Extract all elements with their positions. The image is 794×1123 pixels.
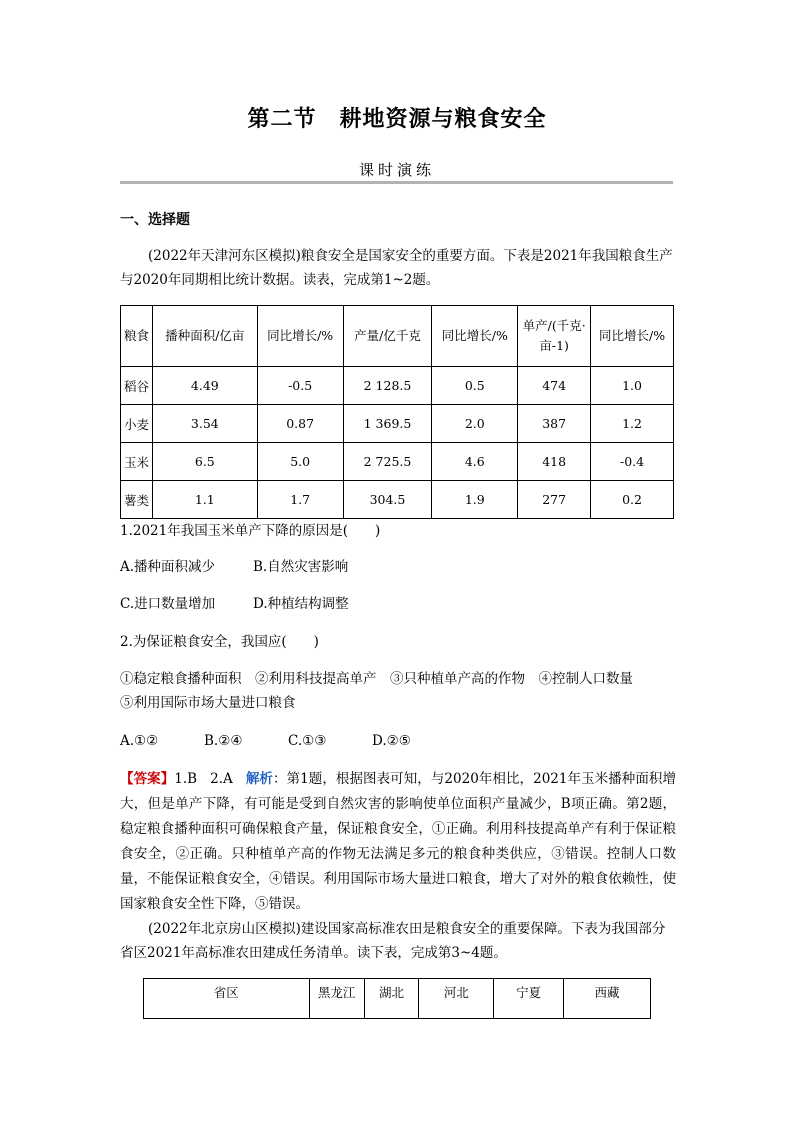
answer-tag: 【答案】 <box>120 771 175 787</box>
question-2-option-d[interactable]: D.②⑤ <box>372 733 411 749</box>
intro-paragraph-2: (2022年北京房山区模拟)建设国家高标准农田是粮食安全的重要保障。下表为我国部分省区2021年高标准农田建成任务清单。读下表，完成第3~4题。 <box>120 921 666 961</box>
table-header-row <box>121 306 674 367</box>
table-cell: 1.7 <box>257 481 343 519</box>
explanation-label: 解析 <box>245 771 273 787</box>
question-1-options-row-2 <box>120 593 349 615</box>
table-header-cell: 湖北 <box>364 979 419 1019</box>
table-cell: 0.5 <box>432 367 518 405</box>
table-cell: 1.2 <box>591 405 674 443</box>
table-header-cell: 宁夏 <box>494 979 564 1019</box>
table-row <box>121 481 674 519</box>
table-cell: 2 128.5 <box>343 367 432 405</box>
table-cell: -0.5 <box>257 367 343 405</box>
table-cell: 304.5 <box>343 481 432 519</box>
title-divider <box>120 181 673 184</box>
table-row <box>121 405 674 443</box>
question-2-items-line-1: ①稳定粮食播种面积 ②利用科技提高单产 ③只种植单产高的作物 ④控制人口数量 <box>120 671 633 687</box>
question-2-option-a[interactable]: A.①② <box>120 733 159 749</box>
table-cell: 6.5 <box>152 443 257 481</box>
table-cell: 4.6 <box>432 443 518 481</box>
table-cell: 1 369.5 <box>343 405 432 443</box>
table-header-cell: 省区 <box>144 979 310 1019</box>
table-cell: 0.2 <box>591 481 674 519</box>
table-header-cell: 河北 <box>419 979 494 1019</box>
question-1-option-d[interactable]: D.种植结构调整 <box>253 596 349 612</box>
table-row <box>121 443 674 481</box>
table-header-cell: 黑龙江 <box>309 979 364 1019</box>
page-subtitle: 课时演练 <box>358 161 435 179</box>
question-1-options-row-1 <box>120 556 348 578</box>
table-header-cell: 同比增长/% <box>591 306 674 367</box>
table-header-cell: 同比增长/% <box>432 306 518 367</box>
table-cell: 418 <box>518 443 591 481</box>
table-header-cell: 粮食 <box>121 306 153 367</box>
table-cell: 277 <box>518 481 591 519</box>
question-1-option-b[interactable]: B.自然灾害影响 <box>253 559 349 575</box>
question-2-option-c[interactable]: C.①③ <box>288 733 327 749</box>
question-2-stem: 2.为保证粮食安全，我国应( ) <box>120 634 319 650</box>
question-1-option-c[interactable]: C.进口数量增加 <box>120 596 216 612</box>
table-cell: 稻谷 <box>121 367 153 405</box>
page-title: 第二节 耕地资源与粮食安全 <box>247 106 547 132</box>
question-1-stem: 1.2021年我国玉米单产下降的原因是( ) <box>120 523 381 539</box>
table-header-cell: 同比增长/% <box>257 306 343 367</box>
table-cell: 5.0 <box>257 443 343 481</box>
table-cell: 薯类 <box>121 481 153 519</box>
answer-explanation <box>120 767 676 917</box>
table-cell: 0.87 <box>257 405 343 443</box>
table-header-row <box>144 979 651 1019</box>
table-header-cell: 产量/亿千克 <box>343 306 432 367</box>
table-cell: 1.1 <box>152 481 257 519</box>
question-1-option-a[interactable]: A.播种面积减少 <box>120 559 216 575</box>
table-cell: 387 <box>518 405 591 443</box>
table-cell: 4.49 <box>152 367 257 405</box>
question-2-items-line-2: ⑤利用国际市场大量进口粮食 <box>120 695 296 711</box>
table-row <box>121 367 674 405</box>
table-header-cell: 播种面积/亿亩 <box>152 306 257 367</box>
farmland-task-table <box>143 978 651 1019</box>
table-cell: 1.9 <box>432 481 518 519</box>
intro-paragraph-1: (2022年天津河东区模拟)粮食安全是国家安全的重要方面。下表是2021年我国粮食生产与2020年同期相比统计数据。读表，完成第1~2题。 <box>120 248 673 288</box>
answer-keys: 1.B 2.A <box>174 771 246 787</box>
question-2-option-b[interactable]: B.②④ <box>204 733 243 749</box>
section-heading: 一、选择题 <box>120 212 190 228</box>
table-header-cell: 西藏 <box>564 979 651 1019</box>
question-2-options-row <box>120 730 411 752</box>
table-cell: 1.0 <box>591 367 674 405</box>
table-cell: 2.0 <box>432 405 518 443</box>
table-cell: 474 <box>518 367 591 405</box>
table-header-cell: 单产/(千克·亩-1) <box>518 306 591 367</box>
explanation-text: ：第1题，根据图表可知，与2020年相比，2021年玉米播种面积增大，但是单产下降，有可能是受到自然灾害的影响使单位面积产量减少，B项正确。第2题，稳定粮食播种面积可确保粮食产量，保证粮食安全，①正确。利用科技提高单产有利于保证粮食安全，②正确。只种植单产高的作物无法满足多元的粮食种类供应，③错误。控制人口数量，不能保证粮食安全，④错误。利用国际市场大量进口粮食，增大了对外的粮食依赖性，使国家粮食安全性下降，⑤错误。 <box>120 771 676 912</box>
table-cell: 2 725.5 <box>343 443 432 481</box>
table-cell: -0.4 <box>591 443 674 481</box>
table-cell: 3.54 <box>152 405 257 443</box>
grain-production-table <box>120 305 674 519</box>
table-cell: 小麦 <box>121 405 153 443</box>
table-cell: 玉米 <box>121 443 153 481</box>
